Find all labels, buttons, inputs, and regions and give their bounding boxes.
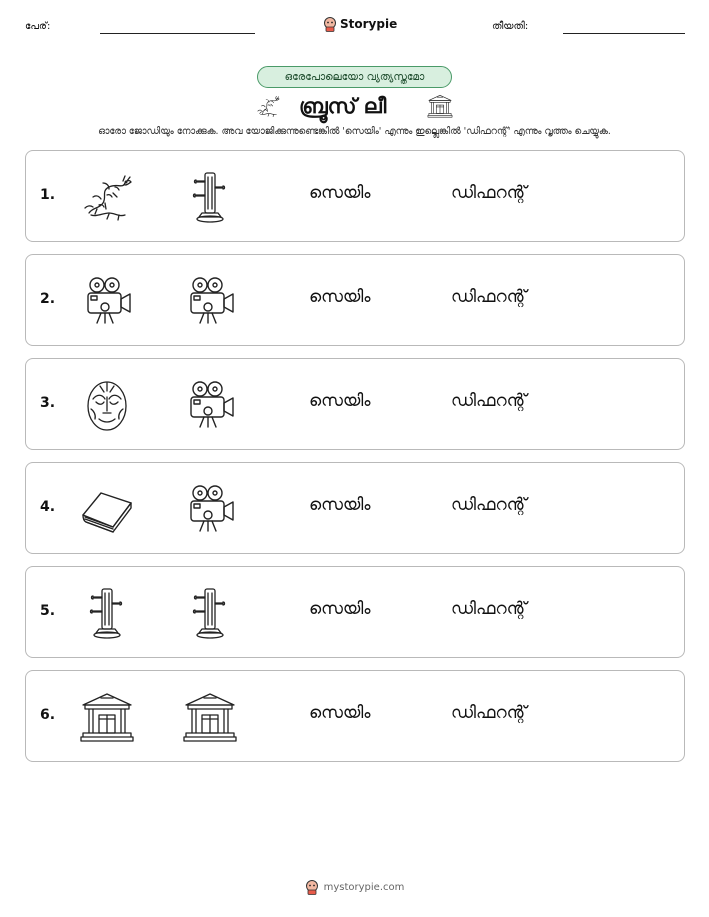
question-row xyxy=(25,670,685,762)
page-title: ബ്രൂസ് ലീ xyxy=(299,94,387,118)
question-number: 6. xyxy=(40,707,56,723)
movie-camera-icon xyxy=(182,377,238,433)
option-different[interactable]: ഡിഫറന്റ് xyxy=(451,391,527,411)
temple-icon xyxy=(79,689,135,745)
name-line[interactable] xyxy=(100,33,255,34)
dragon-icon xyxy=(253,93,283,119)
title-row xyxy=(0,90,709,122)
book-icon xyxy=(79,481,135,537)
question-number: 1. xyxy=(40,187,56,203)
movie-camera-icon xyxy=(79,273,135,329)
worksheet-header xyxy=(0,14,709,38)
question-number: 2. xyxy=(40,291,56,307)
movie-camera-icon xyxy=(182,273,238,329)
date-label: തീയതി: xyxy=(492,21,529,32)
option-same[interactable]: സെയിം xyxy=(309,495,371,515)
wooden-dummy-icon xyxy=(79,585,135,641)
instructions: ഓരോ ജോഡിയും നോക്കുക. അവ യോജിക്കുന്നുണ്ടെങ്കിൽ 'സെയിം' എന്നും ഇല്ലെങ്കിൽ 'ഡിഫറന്റ്' എന്നും വൃത്തം ചെയ്യുക. xyxy=(98,126,611,137)
option-same[interactable]: സെയിം xyxy=(309,287,371,307)
brand-name: Storypie xyxy=(340,17,398,31)
storypie-logo-icon xyxy=(323,17,337,32)
question-row xyxy=(25,358,685,450)
question-number: 4. xyxy=(40,499,56,515)
option-same[interactable]: സെയിം xyxy=(309,599,371,619)
date-line[interactable] xyxy=(563,33,685,34)
dragon-icon xyxy=(79,169,135,225)
wooden-dummy-icon xyxy=(182,585,238,641)
footer-url[interactable]: mystorypie.com xyxy=(323,882,405,893)
question-number: 3. xyxy=(40,395,56,411)
option-same[interactable]: സെയിം xyxy=(309,391,371,411)
storypie-logo-icon xyxy=(305,880,319,895)
option-different[interactable]: ഡിഫറന്റ് xyxy=(451,183,527,203)
option-different[interactable]: ഡിഫറന്റ് xyxy=(451,599,527,619)
question-row xyxy=(25,150,685,242)
wooden-dummy-icon xyxy=(182,169,238,225)
option-same[interactable]: സെയിം xyxy=(309,703,371,723)
option-different[interactable]: ഡിഫറന്റ് xyxy=(451,287,527,307)
name-label: പേര്: xyxy=(25,21,51,32)
temple-icon xyxy=(182,689,238,745)
option-different[interactable]: ഡിഫറന്റ് xyxy=(451,495,527,515)
opera-mask-icon xyxy=(79,377,135,433)
question-row xyxy=(25,462,685,554)
temple-icon xyxy=(425,93,455,119)
option-same[interactable]: സെയിം xyxy=(309,183,371,203)
brand xyxy=(323,14,397,34)
option-different[interactable]: ഡിഫറന്റ് xyxy=(451,703,527,723)
question-row xyxy=(25,566,685,658)
question-row xyxy=(25,254,685,346)
worksheet-type-badge: ഒരേപോലെയോ വ്യത്യസ്തമോ xyxy=(257,66,452,88)
movie-camera-icon xyxy=(182,481,238,537)
footer xyxy=(0,880,709,895)
question-number: 5. xyxy=(40,603,56,619)
